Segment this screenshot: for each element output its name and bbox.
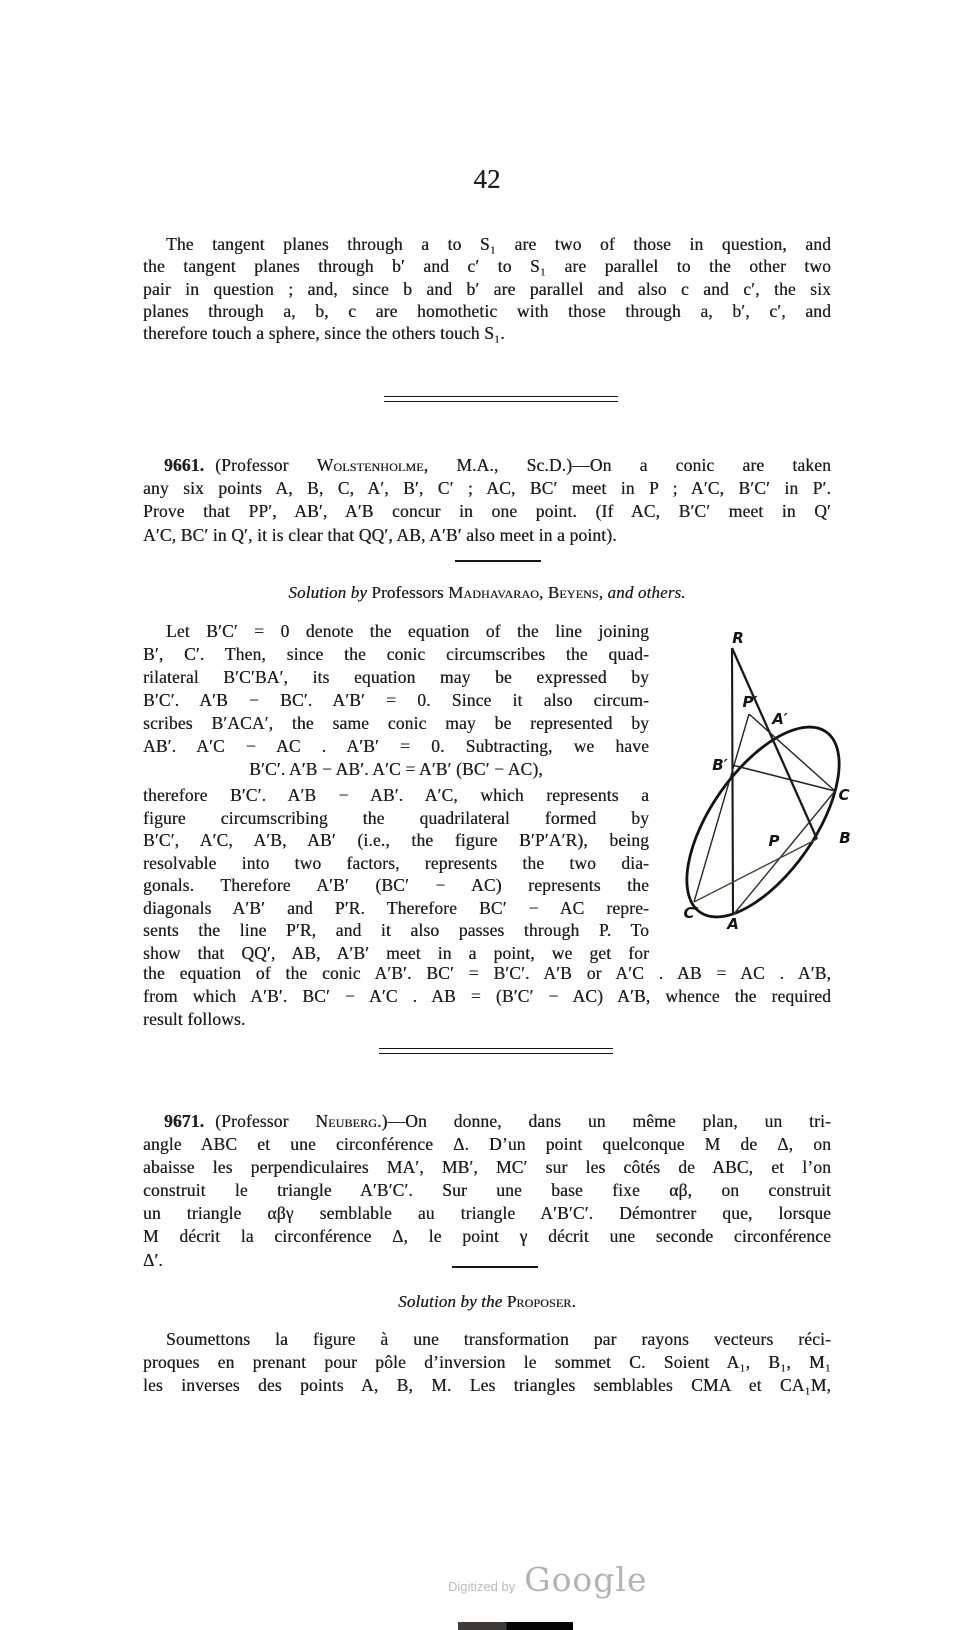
text-line: the equation of the conic A′B′. BC′ = B′C′. A′B or A′C . AB = AC . A′B, — [143, 963, 831, 983]
line-R-A2-B — [732, 648, 817, 839]
problem-text: (Professor — [215, 455, 317, 475]
text-line: therefore B′C′. A′B − AB′. A′C, which represents a — [143, 785, 649, 805]
line-A-P-C — [733, 791, 835, 915]
solution-9661-column-a — [143, 620, 649, 759]
attribution-text: , — [538, 583, 548, 602]
text-line: Let B′C′ = 0 denote the equation of the line joining — [166, 621, 649, 641]
problem-divider-rule — [455, 560, 541, 562]
text-line: therefore touch a sphere, since the others touch S₁. — [143, 323, 505, 344]
text-line: result follows. — [143, 1009, 246, 1030]
solution-by-label: Solution by the — [398, 1292, 507, 1311]
line-R-B2-A — [732, 648, 733, 915]
intro-paragraph — [143, 233, 831, 344]
solution-9661-equation: B′C′. A′B − AB′. A′C = A′B′ (BC′ − AC), — [249, 759, 543, 779]
text-line: figure circumscribing the quadrilateral formed by — [143, 807, 649, 828]
figure-label-R: R — [732, 629, 744, 647]
solution-9661-wide — [143, 962, 831, 1032]
problem-9671 — [143, 1110, 831, 1272]
line-P2-B2-C2 — [694, 714, 749, 902]
text-line: Δ′. — [143, 1249, 163, 1270]
solver-name: Madhavarao — [448, 583, 539, 602]
figure-label-P: P — [768, 832, 780, 850]
attribution-text: . — [571, 1292, 576, 1311]
text-line: A′C, BC′ in Q′, it is clear that QQ′, AB, A′B′ also meet in a point). — [143, 524, 617, 545]
attribution-text: , and others. — [598, 583, 686, 602]
attribution-text: Professors — [366, 583, 449, 602]
solution-by-label: Solution by — [288, 583, 367, 602]
text-line: any six points A, B, C, A′, B′, C′ ; AC, BC′ meet in P ; A′C, B′C′ in P′. — [143, 478, 831, 499]
text-line: abaisse les perpendiculaires MA′, MB′, MC′ sur les côtés de ABC, et l’on — [143, 1157, 831, 1178]
text-line: angle ABC et une circonférence Δ. D’un point quelconque M de Δ, on — [143, 1134, 831, 1155]
text-line: diagonals A′B′ and P′R. Therefore BC′ − AC repre- — [143, 897, 649, 918]
problem-9671-body — [143, 1133, 831, 1272]
text-line: The tangent planes through a to S₁ are two of those in question, and — [166, 234, 831, 254]
proposer-name: Wolstenholme — [316, 455, 424, 475]
problem-9661-heading-line — [143, 454, 831, 477]
text-line: B′C′, A′C, A′B, AB′ (i.e., the figure B′P′A′R), being — [143, 830, 649, 850]
text-line: scribes B′ACA′, the same conic may be represented by — [143, 713, 649, 734]
figure-label-C: C — [838, 786, 850, 804]
text-line: pair in question ; and, since b and b′ are parallel and also c and c′, the six — [143, 278, 831, 299]
page-number: 42 — [473, 164, 501, 194]
solution-9661-column-b — [143, 784, 649, 964]
text-line: planes through a, b, c are homothetic with those through a, b′, c′, and — [143, 300, 831, 321]
text-line: rilateral B′C′BA′, its equation may be expressed by — [143, 667, 649, 688]
text-line: Soumettons la figure à une transformation par rayons vecteurs réci- — [166, 1329, 831, 1349]
page-edge-artifact — [458, 1622, 573, 1630]
solution-attribution-9671 — [143, 1292, 831, 1312]
proposer-name: Neuberg — [315, 1111, 378, 1131]
text-line: B′C′. A′B − BC′. A′B′ = 0. Since it also circum- — [143, 690, 649, 711]
text-line: B′, C′. Then, since the conic circumscribes the quad- — [143, 644, 649, 665]
text-line: proques en prenant pour pôle d’inversion le sommet C. Soient A₁, B₁, M₁ — [143, 1351, 831, 1372]
problem-9661 — [143, 454, 831, 547]
problem-text: , M.A., Sc.D.)—On a conic are taken — [423, 455, 831, 475]
text-line: gonals. Therefore A′B′ (BC′ − AC) represents the — [143, 875, 649, 895]
problem-9661-body — [143, 477, 831, 547]
problem-divider-rule — [452, 1266, 538, 1268]
figure-label-B: B — [839, 829, 851, 847]
google-logo: Google — [524, 1560, 648, 1599]
text-line: the tangent planes through b′ and c′ to S₁ are parallel to the other two — [143, 256, 831, 277]
solution-attribution-9661 — [143, 583, 831, 603]
text-line: les inverses des points A, B, M. Les triangles semblables CMA et CA₁M, — [143, 1374, 831, 1395]
problem-number: 9671. — [164, 1111, 205, 1131]
text-line: AB′. A′C − AC . A′B′ = 0. Subtracting, we have — [143, 736, 649, 757]
text-line: M décrit la circonférence Δ, le point γ décrit une seconde circonférence — [143, 1226, 831, 1247]
problem-number: 9661. — [164, 455, 205, 475]
digitized-watermark — [448, 1560, 648, 1599]
figure-label-C-prime: C′ — [683, 904, 699, 922]
section-divider-double-rule — [379, 1048, 613, 1054]
text-line: construit le triangle A′B′C′. Sur une base fixe αβ, on construit — [143, 1180, 831, 1201]
conic-ellipse — [657, 702, 860, 936]
problem-text: (Professor — [215, 1111, 316, 1131]
text-line: from which A′B′. BC′ − A′C . AB = (B′C′ − AC) A′B, whence the required — [143, 986, 831, 1007]
line-C2-P-B — [694, 839, 817, 902]
text-line: un triangle αβγ semblable au triangle A′B′C′. Démontrer que, lorsque — [143, 1203, 831, 1224]
figure-label-P-prime: P′ — [742, 693, 758, 711]
figure-label-B-prime: B′ — [712, 756, 728, 774]
problem-text: .)—On donne, dans un même plan, un tri- — [377, 1111, 831, 1131]
figure-label-A-prime: A′ — [772, 710, 788, 728]
section-divider-double-rule — [384, 396, 618, 402]
solver-name: Beyens — [547, 583, 599, 602]
text-line: show that QQ′, AB, A′B′ meet in a point, we get for — [143, 942, 649, 963]
conic-figure — [648, 616, 860, 936]
solver-name: Proposer — [506, 1292, 572, 1311]
text-line: sents the line P′R, and it also passes through P. To — [143, 920, 649, 940]
digitized-by-label: Digitized by — [448, 1579, 516, 1594]
text-line: resolvable into two factors, represents the two dia- — [143, 852, 649, 873]
text-line: Prove that PP′, AB′, A′B concur in one point. (If AC, B′C′ meet in Q′ — [143, 501, 831, 522]
figure-label-A: A — [727, 915, 739, 933]
problem-9671-heading-line — [143, 1110, 831, 1133]
solution-9671-paragraph — [143, 1328, 831, 1396]
